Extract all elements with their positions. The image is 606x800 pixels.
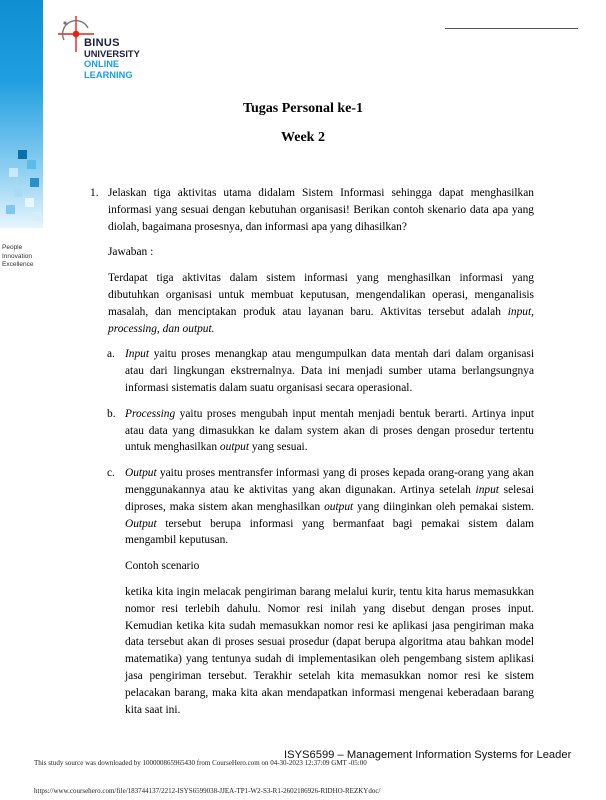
sidebar-tagline (2, 244, 33, 270)
answer-label: Jawaban : (108, 246, 154, 259)
term-output: Output (125, 467, 157, 480)
footer-url[interactable]: https://www.coursehero.com/file/183744137/2212-ISYS6599038-JJEA-TP1-W2-S3-R1-2602186926-RIDHO-REZKYdoc/ (34, 787, 381, 795)
item-c-text-4: tersebut berupa informasi yang bermanfaat bagi pemakai sistem dalam mengambil keputusan. (125, 517, 534, 547)
answer-intro-text: Terdapat tiga aktivitas dalam sistem informasi yang menghasilkan informasi yang dibutuhkan organisasi untuk membuat keputusan, mengendalikan operasi, menganalisis masalah, dan menciptakan produk atau layanan baru. Aktivitas tersebut adalah (108, 272, 534, 318)
logo-line-binus: BINUS (84, 37, 120, 49)
question (90, 185, 534, 235)
tagline-people: People (2, 244, 23, 251)
logo-line-online: ONLINE (84, 59, 120, 69)
list-item-output (90, 465, 534, 549)
header-rule (445, 28, 578, 29)
logo-line-university: UNIVERSITY (84, 48, 140, 59)
footer-course-name: ISYS6599 – Management Information Systems for Leader (284, 749, 572, 761)
logo-line-learning: LEARNING (84, 69, 133, 80)
item-a-text: yaitu proses menangkap atau mengumpulkan data mentah dari dalam organisasi atau dari lingkungan ekstrernalnya. Data ini menjadi sumber utama berlangsungnya informasi sistematis dalam suatu organisasi secara operasional. (125, 348, 534, 394)
question-text: Jelaskan tiga aktivitas utama didalam Sistem Informasi sehingga dapat menghasilkan informasi yang sesuai dengan kebutuhan organisasi! Berikan contoh skenario data apa yang diolah, bagaimana prosesnya, dan informasi apa yang dihasilkan? (108, 187, 534, 233)
document-title: Tugas Personal ke-1 (242, 101, 364, 116)
tagline-excellence: Excellence (2, 261, 34, 268)
term-output-inline: output (219, 441, 250, 454)
binus-logo (56, 14, 151, 96)
scenario-heading: Contoh scenario (125, 560, 200, 573)
list-marker-c: c. (107, 467, 115, 480)
term-input: Input (125, 348, 150, 361)
item-b-text-end: yang sesuai. (249, 441, 308, 454)
term-processing: Processing (125, 407, 176, 420)
item-c-text-2: selesai diproses, maka sistem akan menghasilkan (125, 483, 534, 513)
document-subtitle: Week 2 (281, 130, 325, 145)
term-output-inline-2: output (324, 500, 354, 513)
logo-wordmark (84, 38, 140, 80)
item-b-text: yaitu proses mengubah input mentah menjadi bentuk berarti. Artinya input atau data yang dimasukkan ke dalam system akan di proses dengan prosedur tertentu untuk menghasilkan (125, 407, 534, 454)
footer-source-note: This study source was downloaded by 100000865965430 from CourseHero.com on 04-30-2023 12:37:09 GMT -05:00 (34, 759, 367, 767)
list-item-input (90, 346, 534, 396)
tagline-innovation: Innovation (2, 252, 32, 260)
item-c-text-3: yang diinginkan oleh pemakai sistem. (353, 500, 534, 513)
answer-intro (108, 270, 534, 337)
list-marker-b: b. (107, 407, 116, 420)
item-c-text-1: yaitu proses mentransfer informasi yang di proses kepada orang-orang yang akan menggunakannya atau ke aktivitas yang akan digunakan. Artinya setelah (125, 467, 534, 496)
scenario-text: ketika kita ingin melacak pengiriman barang melalui kurir, tentu kita harus memasukkan nomor resi terlebih dahulu. Nomor resi inilah yang disebut dengan proses input. Kemudian ketika kita sudah memasukkan nomor resi ke aplikasi jasa pengiriman maka data tersebut akan di proses sesuai prosedur (dapat berupa algoritma atau bahkan model matematika) yang tentunya sudah di implementasikan oleh pengembang sistem aplikasi jasa pengiriman tersebut. Terakhir setelah kita memasukkan nomor resi ke sistem pelacakan barang, maka kita akan mendapatkan informasi mengenai keberadaan barang kita saat ini. (125, 585, 534, 716)
document-body (90, 185, 534, 718)
list-marker-a: a. (107, 348, 115, 361)
term-output-inline-3: Output (125, 517, 157, 530)
list-item-processing (90, 406, 534, 456)
term-input-inline: input (475, 483, 499, 496)
question-number: 1. (90, 187, 99, 199)
answer-intro-terms: input, processing, dan output. (108, 305, 534, 335)
